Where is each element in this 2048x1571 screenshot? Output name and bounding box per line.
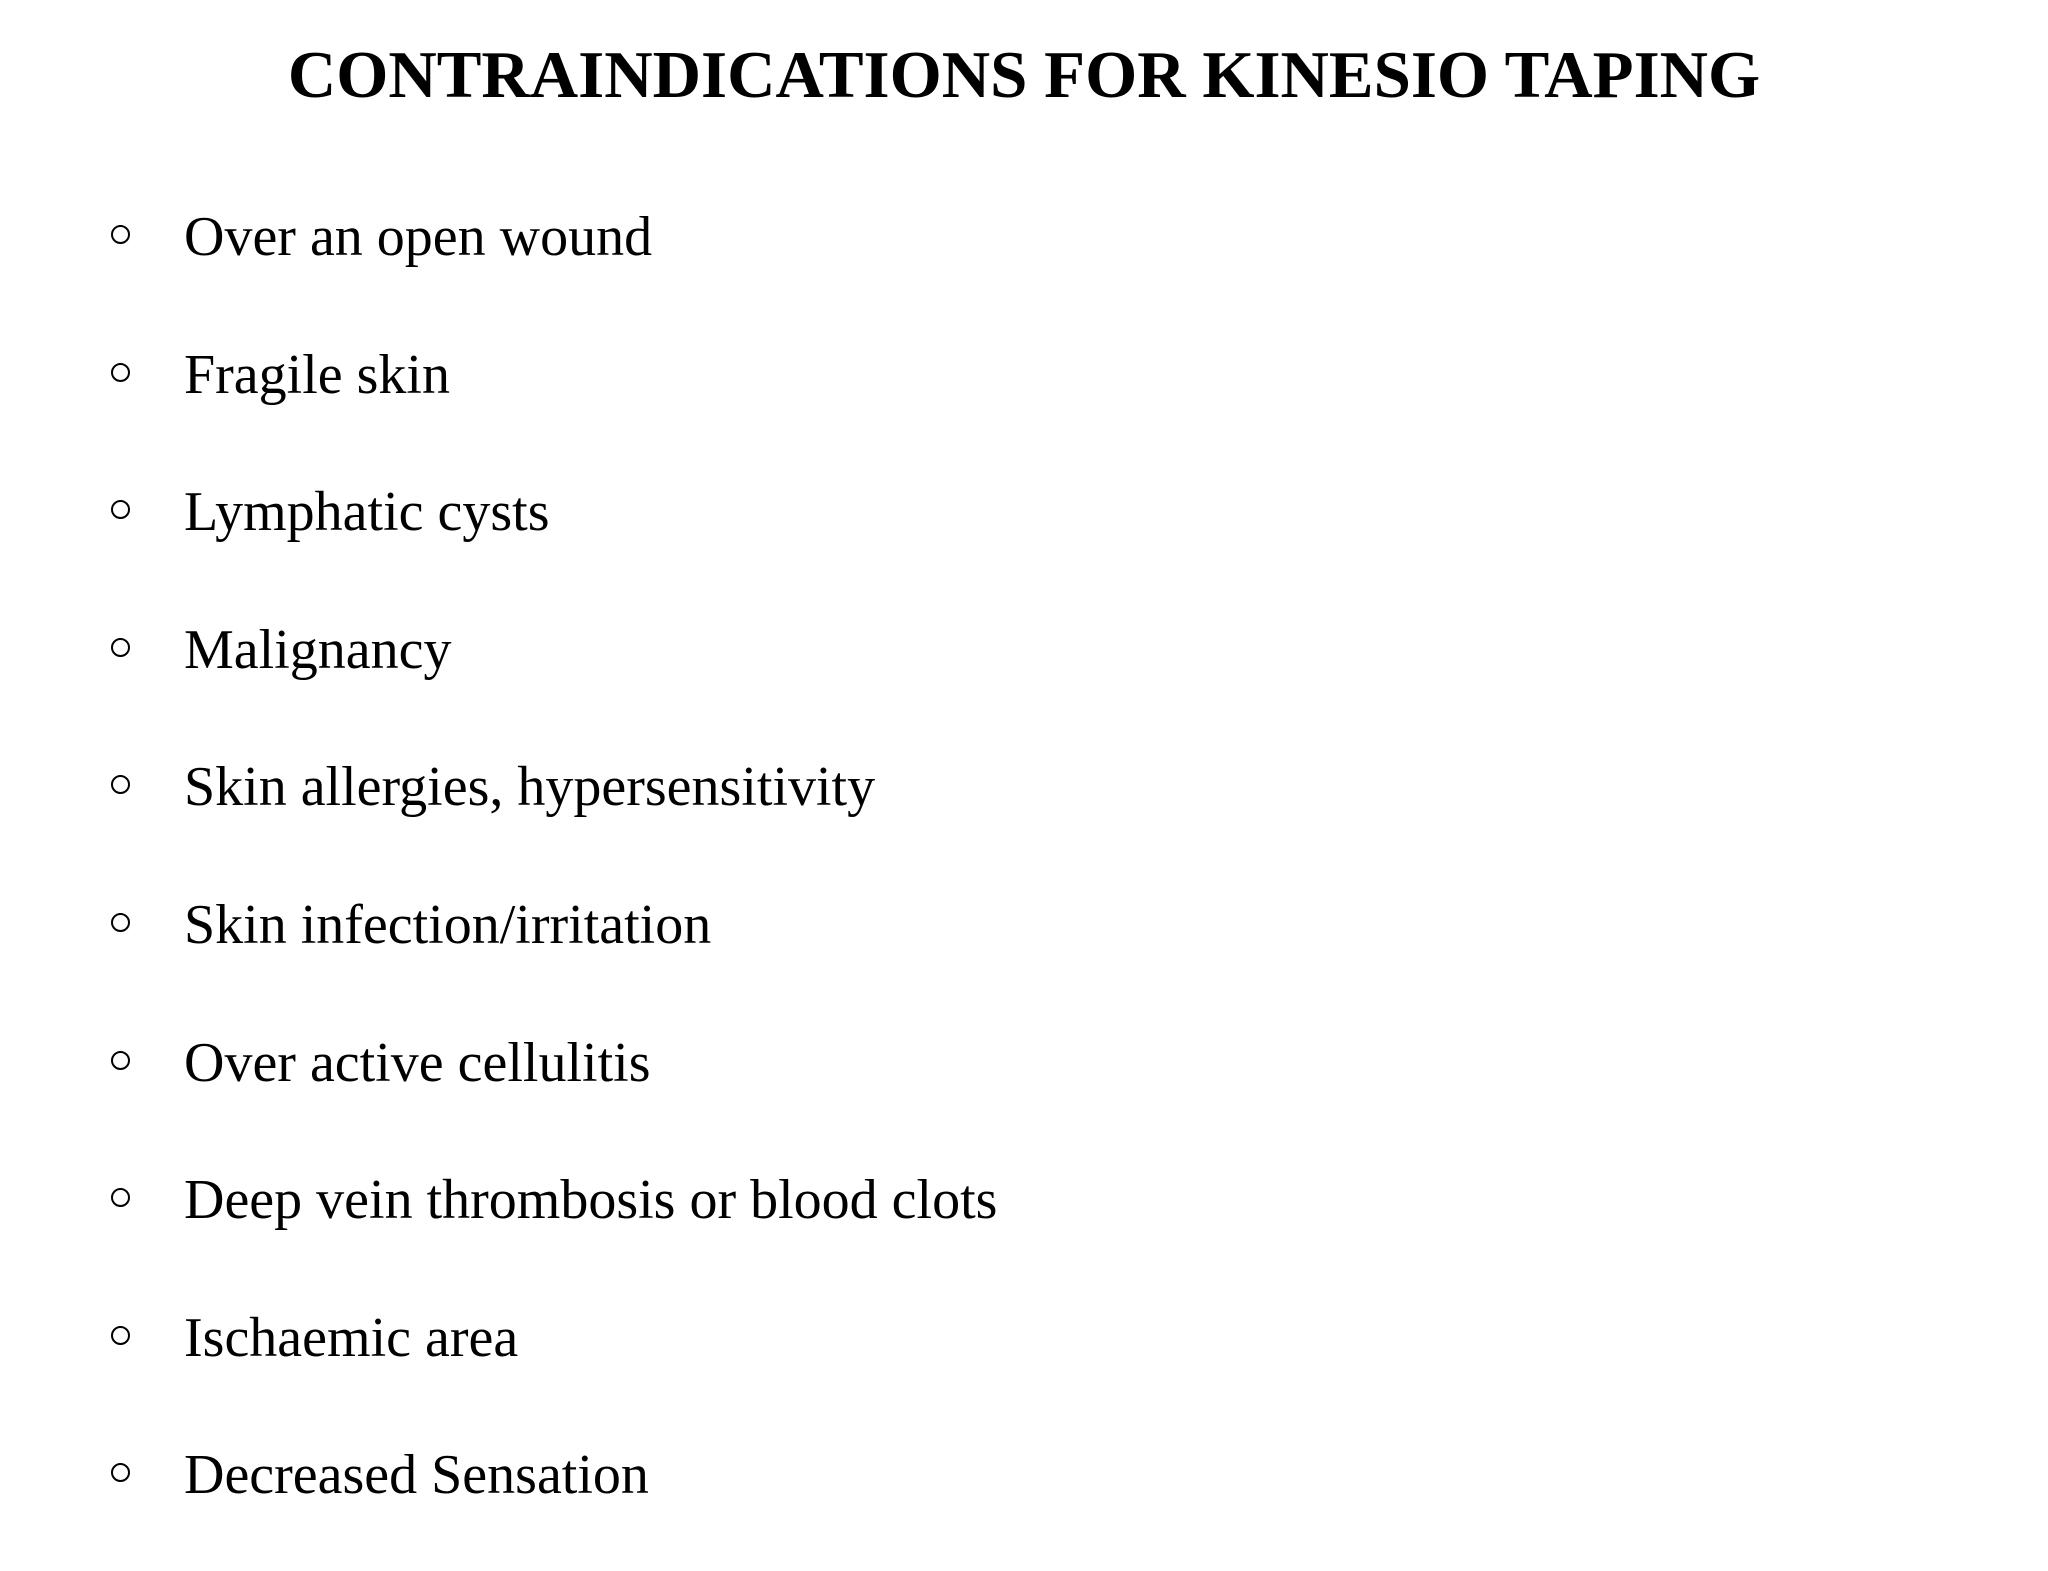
list-item [0,608,2048,746]
list-item-text: Over active cellulitis [184,1031,651,1094]
bullet-circle-icon [111,638,130,657]
list-item-text: Malignancy [184,618,452,681]
list-item [0,883,2048,1021]
page-title: CONTRAINDICATIONS FOR KINESIO TAPING [287,38,1761,112]
list-item [0,1021,2048,1159]
bullet-circle-icon [111,1463,130,1482]
list-item [0,195,2048,333]
bullet-circle-icon [111,363,130,382]
list-item [0,745,2048,883]
list-item-text: Ischaemic area [184,1306,519,1369]
bullet-circle-icon [111,500,130,519]
list-item [0,333,2048,471]
list-item-text: Lymphatic cysts [184,481,550,544]
list-item [0,470,2048,608]
list-item-text: Deep vein thrombosis or blood clots [184,1169,998,1232]
list-item-text: Over an open wound [184,206,653,268]
bullet-circle-icon [111,775,130,794]
bullet-circle-icon [111,913,130,932]
list-item-text: Decreased Sensation [184,1444,649,1507]
list-item-text: Skin allergies, hypersensitivity [184,756,876,819]
bullet-circle-icon [111,1051,130,1070]
contraindications-list [0,195,2048,1571]
list-item [0,1296,2048,1434]
bullet-circle-icon [111,1188,130,1207]
bullet-circle-icon [111,1326,130,1345]
list-item [0,1158,2048,1296]
bullet-circle-icon [111,225,130,244]
list-item-text: Fragile skin [184,343,450,406]
list-item-text: Skin infection/irritation [184,893,712,956]
list-item [0,1433,2048,1571]
